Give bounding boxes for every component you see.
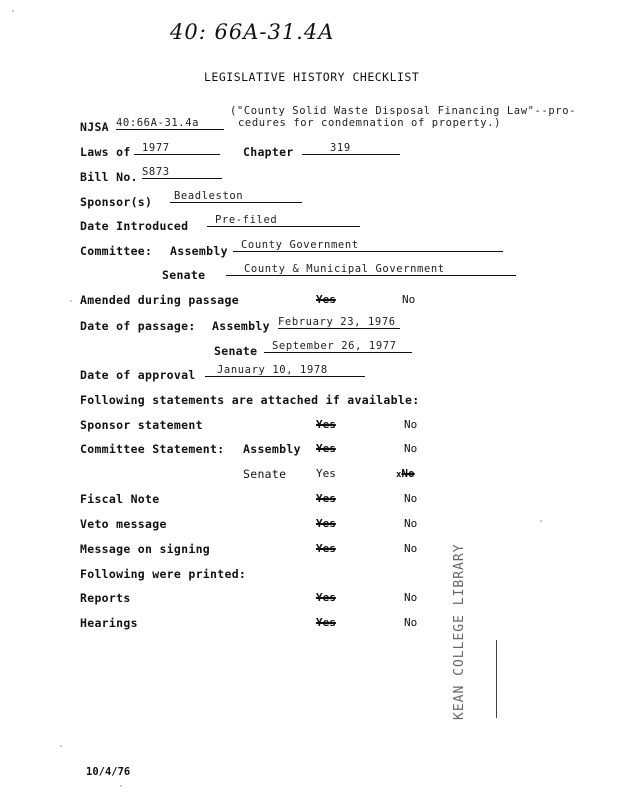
hearings-label: Hearings [80, 616, 138, 630]
veto-message-no: No [404, 517, 418, 530]
sponsors-label: Sponsor(s) [80, 195, 153, 209]
bill-no-label: Bill No. [80, 170, 138, 184]
sponsor-statement-no: No [404, 418, 418, 431]
date-introduced-label: Date Introduced [80, 219, 189, 233]
committee-statement-assembly-label: Assembly [243, 442, 301, 456]
njsa-value: 40:66A-31.4a [116, 117, 224, 130]
committee-assembly-value: County Government [233, 239, 503, 252]
fiscal-note-label: Fiscal Note [80, 492, 160, 506]
passage-senate-label: Senate [214, 344, 258, 358]
committee-label: Committee: [80, 244, 153, 258]
hearings-yes: Yes [316, 616, 336, 629]
scan-speck [120, 785, 122, 787]
approval-label: Date of approval [80, 368, 196, 382]
laws-of-value: 1977 [134, 142, 220, 155]
amended-label: Amended during passage [80, 293, 239, 307]
amended-no-option: No [402, 293, 416, 306]
margin-mark [496, 640, 497, 718]
library-stamp-text: KEAN COLLEGE LIBRARY [452, 543, 467, 720]
laws-of-label: Laws of [80, 145, 131, 159]
committee-statement-senate-no-text: No [401, 467, 415, 480]
attached-heading: Following statements are attached if available: [80, 393, 420, 407]
message-signing-label: Message on signing [80, 542, 211, 556]
printed-heading: Following were printed: [80, 567, 247, 581]
committee-senate-value: County & Municipal Government [226, 263, 516, 276]
committee-statement-assembly-no: No [404, 442, 418, 455]
fiscal-note-no: No [404, 492, 418, 505]
cross-mark: x [396, 470, 402, 480]
sponsor-statement-label: Sponsor statement [80, 418, 203, 432]
passage-senate-value: September 26, 1977 [264, 340, 412, 353]
committee-statement-senate-no [396, 467, 415, 480]
bill-no-value: S873 [142, 166, 222, 179]
passage-label: Date of passage: [80, 319, 196, 333]
chapter-label: Chapter [243, 145, 294, 159]
committee-statement-senate-label: Senate [243, 467, 287, 481]
reports-label: Reports [80, 591, 131, 605]
sponsor-statement-yes: Yes [316, 418, 336, 431]
committee-statement-senate-yes: Yes [316, 467, 336, 480]
reports-yes: Yes [316, 591, 336, 604]
scan-speck [12, 10, 14, 12]
approval-value: January 10, 1978 [205, 364, 365, 377]
amended-yes-option: Yes [316, 293, 336, 306]
njsa-label: NJSA [80, 120, 109, 134]
chapter-value: 319 [302, 142, 400, 155]
fiscal-note-yes: Yes [316, 492, 336, 505]
scan-speck [70, 300, 72, 302]
scan-speck [540, 520, 542, 522]
date-introduced-value: Pre-filed [207, 214, 360, 227]
footer-date: 10/4/76 [86, 766, 131, 778]
njsa-note-line1: ("County Solid Waste Disposal Financing Law"--pro- [230, 105, 577, 117]
passage-assembly-value: February 23, 1976 [278, 316, 400, 329]
committee-senate-label: Senate [162, 268, 206, 282]
committee-assembly-label: Assembly [170, 244, 228, 258]
passage-assembly-label: Assembly [212, 319, 270, 333]
hearings-no: No [404, 616, 418, 629]
document-title: LEGISLATIVE HISTORY CHECKLIST [204, 70, 420, 84]
reports-no: No [404, 591, 418, 604]
message-signing-yes: Yes [316, 542, 336, 555]
sponsors-value: Beadleston [170, 190, 302, 203]
handwritten-citation: 40: 66A-31.4A [170, 20, 335, 44]
committee-statement-assembly-yes: Yes [316, 442, 336, 455]
scan-speck [60, 745, 62, 747]
njsa-note-line2: cedures for condemnation of property.) [238, 117, 502, 129]
message-signing-no: No [404, 542, 418, 555]
committee-statement-label: Committee Statement: [80, 442, 225, 456]
veto-message-label: Veto message [80, 517, 167, 531]
veto-message-yes: Yes [316, 517, 336, 530]
